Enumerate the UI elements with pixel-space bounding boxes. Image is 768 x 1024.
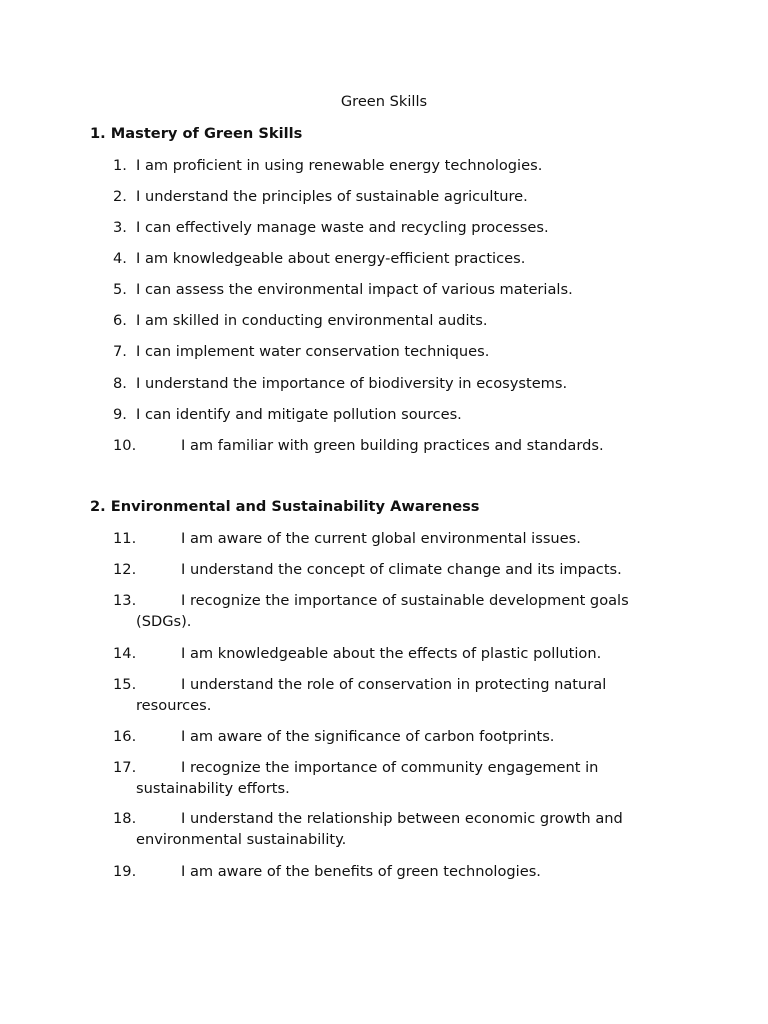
item-number: 13. (113, 592, 137, 609)
item-number: 14. (113, 645, 137, 662)
item-text: I am aware of the significance of carbon footprints. (181, 728, 555, 745)
item-number: 4. (113, 250, 127, 267)
item-text: I understand the principles of sustainable agriculture. (136, 188, 528, 205)
item-text: I understand the concept of climate change and its impacts. (181, 561, 622, 578)
item-number: 6. (113, 312, 127, 329)
section-heading-mastery: 1. Mastery of Green Skills (90, 125, 303, 142)
item-number: 17. (113, 759, 137, 776)
item-text: I recognize the importance of sustainable development goals (SDGs). (136, 592, 629, 630)
item-number: 8. (113, 375, 127, 392)
item-text: I am knowledgeable about the effects of plastic pollution. (181, 645, 602, 662)
item-number: 19. (113, 863, 137, 880)
item-number: 18. (113, 810, 137, 827)
item-number: 9. (113, 406, 127, 423)
item-number: 12. (113, 561, 137, 578)
item-number: 10. (113, 437, 137, 454)
item-number: 15. (113, 676, 137, 693)
item-text: I am skilled in conducting environmental audits. (136, 312, 488, 329)
item-number: 2. (113, 188, 127, 205)
item-number: 7. (113, 343, 127, 360)
item-number: 16. (113, 728, 137, 745)
item-text: I understand the relationship between economic growth and environmental sustainability. (136, 810, 623, 848)
item-text: I recognize the importance of community engagement in sustainability efforts. (136, 759, 599, 797)
item-text: I am familiar with green building practices and standards. (181, 437, 604, 454)
item-number: 5. (113, 281, 127, 298)
item-text: I can effectively manage waste and recycling processes. (136, 219, 549, 236)
document-title: Green Skills (340, 93, 428, 110)
item-text: I am proficient in using renewable energy technologies. (136, 157, 543, 174)
item-number: 11. (113, 530, 137, 547)
section-heading-awareness: 2. Environmental and Sustainability Awareness (90, 498, 480, 515)
item-text: I am aware of the current global environmental issues. (181, 530, 581, 547)
item-text: I can assess the environmental impact of various materials. (136, 281, 573, 298)
item-number: 1. (113, 157, 127, 174)
item-text: I am knowledgeable about energy-efficient practices. (136, 250, 526, 267)
item-text: I understand the importance of biodiversity in ecosystems. (136, 375, 568, 392)
item-text: I can identify and mitigate pollution sources. (136, 406, 462, 423)
item-number: 3. (113, 219, 127, 236)
item-text: I understand the role of conservation in protecting natural resources. (136, 676, 607, 714)
item-text: I can implement water conservation techniques. (136, 343, 490, 360)
item-text: I am aware of the benefits of green technologies. (181, 863, 541, 880)
